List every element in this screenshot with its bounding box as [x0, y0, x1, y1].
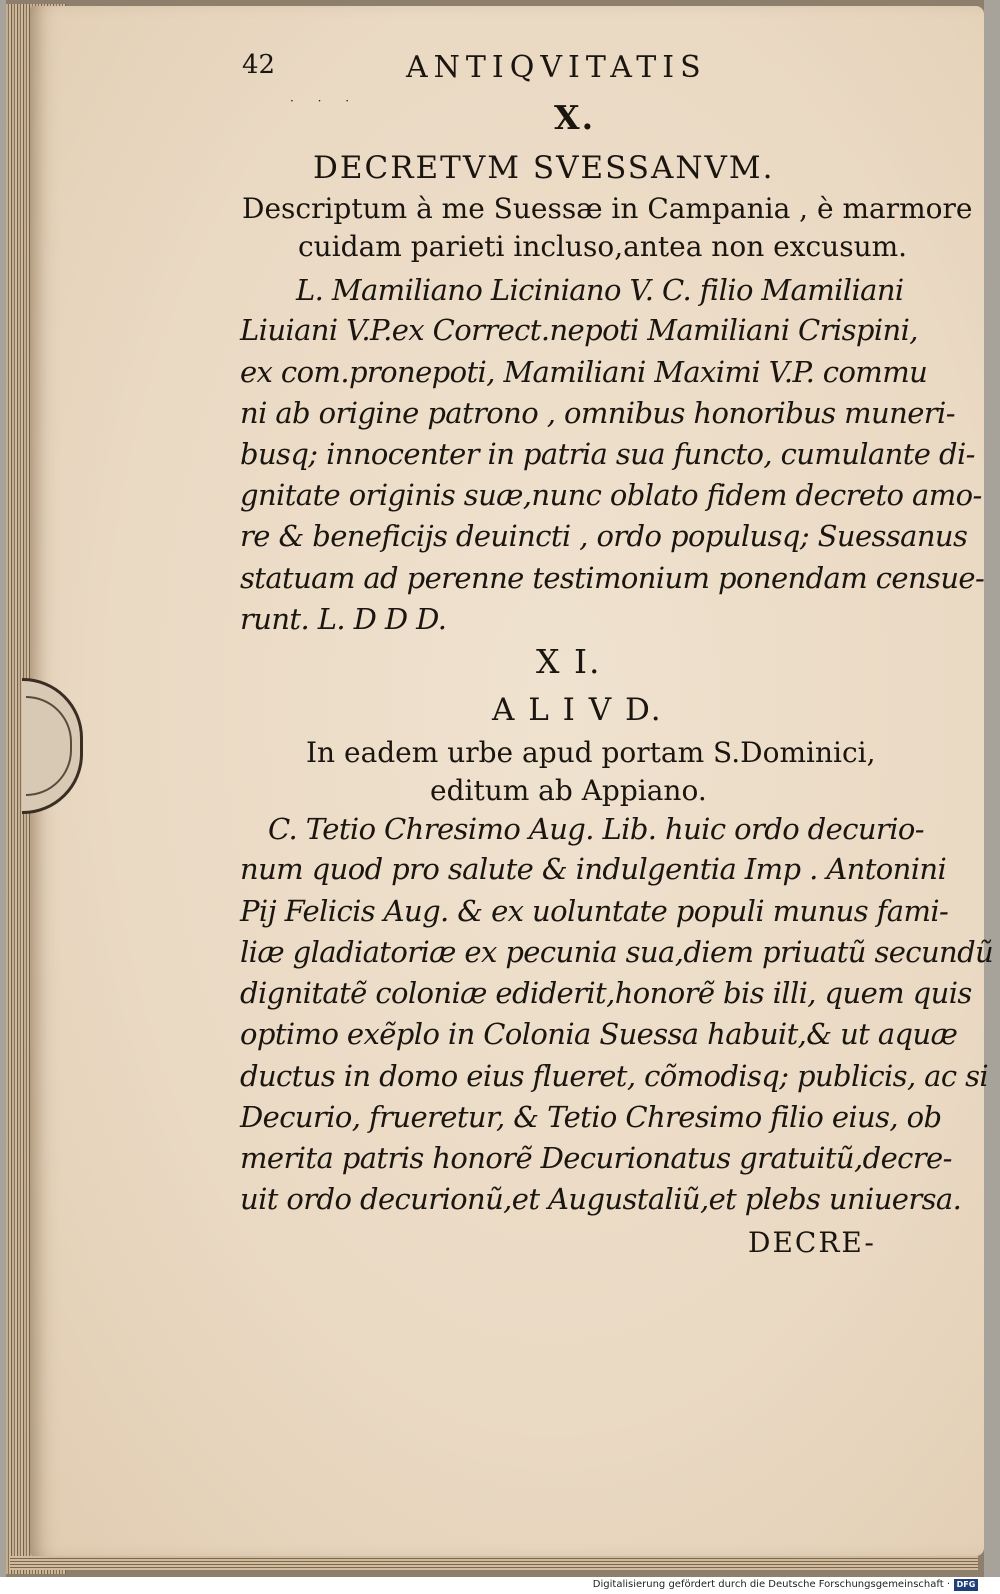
page-edges-bottom — [10, 1556, 978, 1570]
text-line: ex com.pronepoti, Mamiliani Maximi V.P. commu — [240, 355, 928, 389]
book-page — [30, 6, 994, 1556]
text-line: num quod pro salute & indulgentia Imp . Antonini — [240, 852, 947, 886]
text-line: optimo exẽplo in Colonia Suessa habuit,& ut aquæ — [240, 1017, 958, 1051]
section-title: DECRETVM SVESSANVM. — [313, 150, 775, 186]
section-subtitle: editum ab Appiano. — [430, 774, 707, 807]
text-line: ni ab origine patrono , omnibus honoribus muneri- — [240, 396, 955, 430]
section-subtitle: cuidam parieti incluso,antea non excusum. — [298, 230, 908, 263]
text-line: L. Mamiliano Liciniano V. C. filio Mamiliani — [296, 273, 904, 307]
text-line: uit ordo decurionũ,et Augustaliũ,et plebs uniuersa. — [240, 1182, 962, 1216]
text-line: statuam ad perenne testimonium ponendam censue- — [240, 561, 985, 595]
text-line: liæ gladiatoriæ ex pecunia sua,diem priuatũ secundũ — [240, 935, 994, 969]
text-line: Pij Felicis Aug. & ex uoluntate populi munus fami- — [240, 894, 949, 928]
section-subtitle: Descriptum à me Suessæ in Campania , è marmore — [242, 192, 973, 225]
text-line: C. Tetio Chresimo Aug. Lib. huic ordo decurio- — [268, 812, 924, 846]
section-title: A L I V D. — [492, 692, 663, 728]
text-line: ductus in domo eius flueret, cõmodisq; publicis, ac si — [240, 1059, 989, 1093]
text-line: Liuiani V.P.ex Correct.nepoti Mamiliani Crispini, — [240, 313, 918, 347]
catchword: DECRE- — [748, 1226, 876, 1259]
digitization-footer — [0, 1577, 1000, 1594]
text-line: dignitatẽ coloniæ ediderit,honorẽ bis illi, quem quis — [240, 976, 972, 1010]
section-numeral: X I. — [536, 642, 602, 681]
text-line: runt. L. D D D. — [240, 602, 447, 636]
section-subtitle: In eadem urbe apud portam S.Dominici, — [306, 736, 876, 769]
funding-credit: Digitalisierung gefördert durch die Deutsche Forschungsgemeinschaft · — [592, 1579, 950, 1590]
running-head: ANTIQVITATIS — [406, 50, 707, 85]
page-number: 42 — [242, 50, 276, 80]
text-line: busq; innocenter in patria sua functo, cumulante di- — [240, 437, 975, 471]
text-line: re & beneficijs deuincti , ordo populusq; Suessanus — [240, 519, 968, 553]
section-numeral: X. — [554, 98, 596, 137]
text-line: gnitate originis suæ,nunc oblato fidem decreto amo- — [240, 478, 982, 512]
ink-specks: · · · — [290, 94, 360, 108]
text-line: merita patris honorẽ Decurionatus gratuitũ,decre- — [240, 1141, 952, 1175]
text-line: Decurio, frueretur, & Tetio Chresimo filio eius, ob — [240, 1100, 942, 1134]
dfg-logo: DFG — [954, 1579, 978, 1591]
